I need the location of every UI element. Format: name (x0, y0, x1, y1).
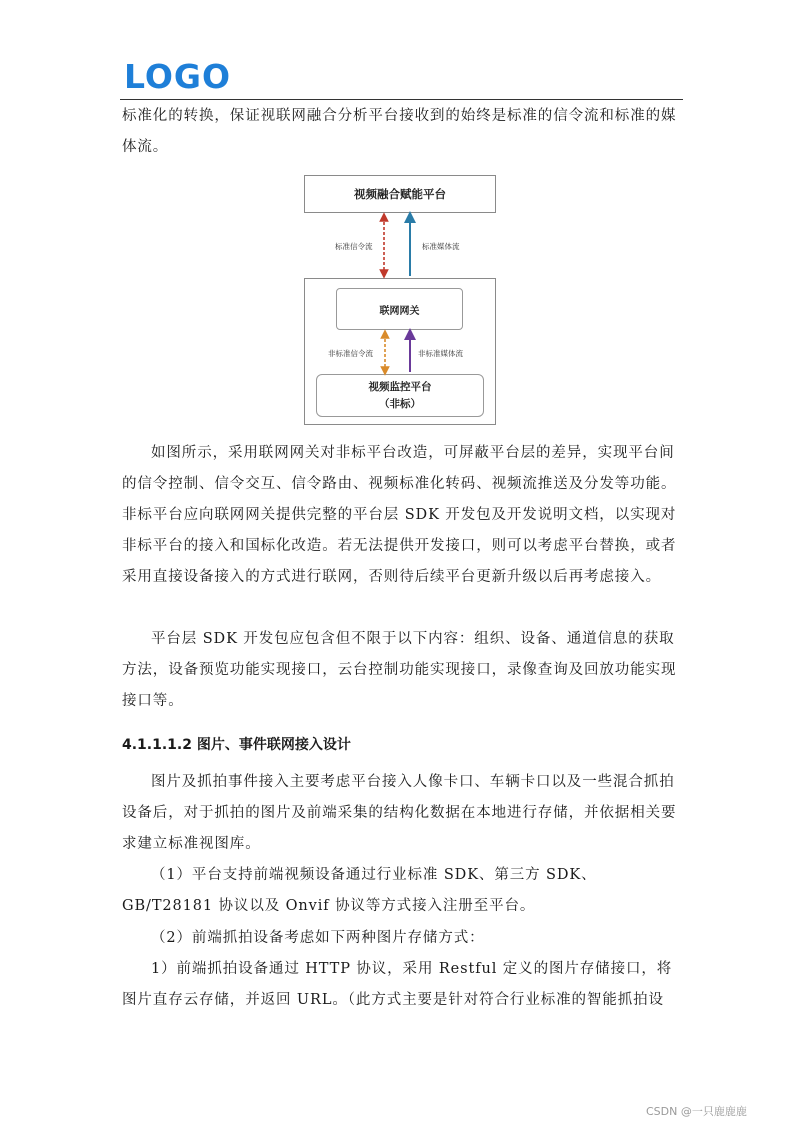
lower-media-label: 非标准媒体流 (418, 349, 463, 358)
video-fusion-platform-label: 视频融合赋能平台 (354, 187, 446, 201)
paragraph-sdk-contents: 平台层 SDK 开发包应包含但不限于以下内容：组织、设备、通道信息的获取方法，设备预览功能实现接口，云台控制功能实现接口，录像查询及回放功能实现接口等。 (122, 631, 677, 709)
flow-arrows (303, 175, 497, 425)
paragraph-gateway-description: 如图所示，采用联网网关对非标平台改造，可屏蔽平台层的差异，实现平台间的信令控制、信令交互、信令路由、视频标准化转码、视频流推送及分发等功能。非标平台应向联网网关提供完整的平台层 SDK 开发包及开发说明文档，以实现对非标平台的接入和国标化改造。若无法提供开发接口，则可以考虑平台替换，或者采用直接设备接入的方式进行联网，否则待后续平台更新升级以后再考虑接入。 (122, 445, 677, 585)
header-rule (120, 99, 683, 100)
upper-media-label: 标准媒体流 (422, 242, 460, 251)
paragraph-item-1: （1）平台支持前端视频设备通过行业标准 SDK、第三方 SDK、GB/T28181 协议以及 Onvif 协议等方式接入注册至平台。 (122, 867, 597, 914)
architecture-diagram (303, 175, 497, 425)
paragraph-item-2-1: 1）前端抓拍设备通过 HTTP 协议，采用 Restful 定义的图片存储接口，将图片直存云存储，并返回 URL。（此方式主要是针对符合行业标准的智能抓拍设 (122, 961, 673, 1008)
logo: LOGO (124, 57, 232, 96)
monitor-label-line2: （非标） (379, 397, 421, 410)
lower-signal-label: 非标准信令流 (328, 349, 373, 358)
section-heading: 4.1.1.1.2 图片、事件联网接入设计 (122, 737, 351, 753)
upper-signal-label: 标准信令流 (335, 242, 373, 251)
gateway-label: 联网网关 (379, 305, 420, 317)
intro-paragraph: 标准化的转换，保证视联网融合分析平台接收到的始终是标准的信令流和标准的媒体流。 (122, 108, 677, 155)
monitor-label-line1: 视频监控平台 (368, 380, 432, 393)
csdn-watermark: CSDN @一只鹿鹿鹿 (646, 1105, 747, 1118)
paragraph-image-access: 图片及抓拍事件接入主要考虑平台接入人像卡口、车辆卡口以及一些混合抓拍设备后，对于抓拍的图片及前端采集的结构化数据在本地进行存储，并依据相关要求建立标准视图库。 (122, 774, 677, 852)
paragraph-item-2: （2）前端抓拍设备考虑如下两种图片存储方式： (151, 930, 485, 946)
